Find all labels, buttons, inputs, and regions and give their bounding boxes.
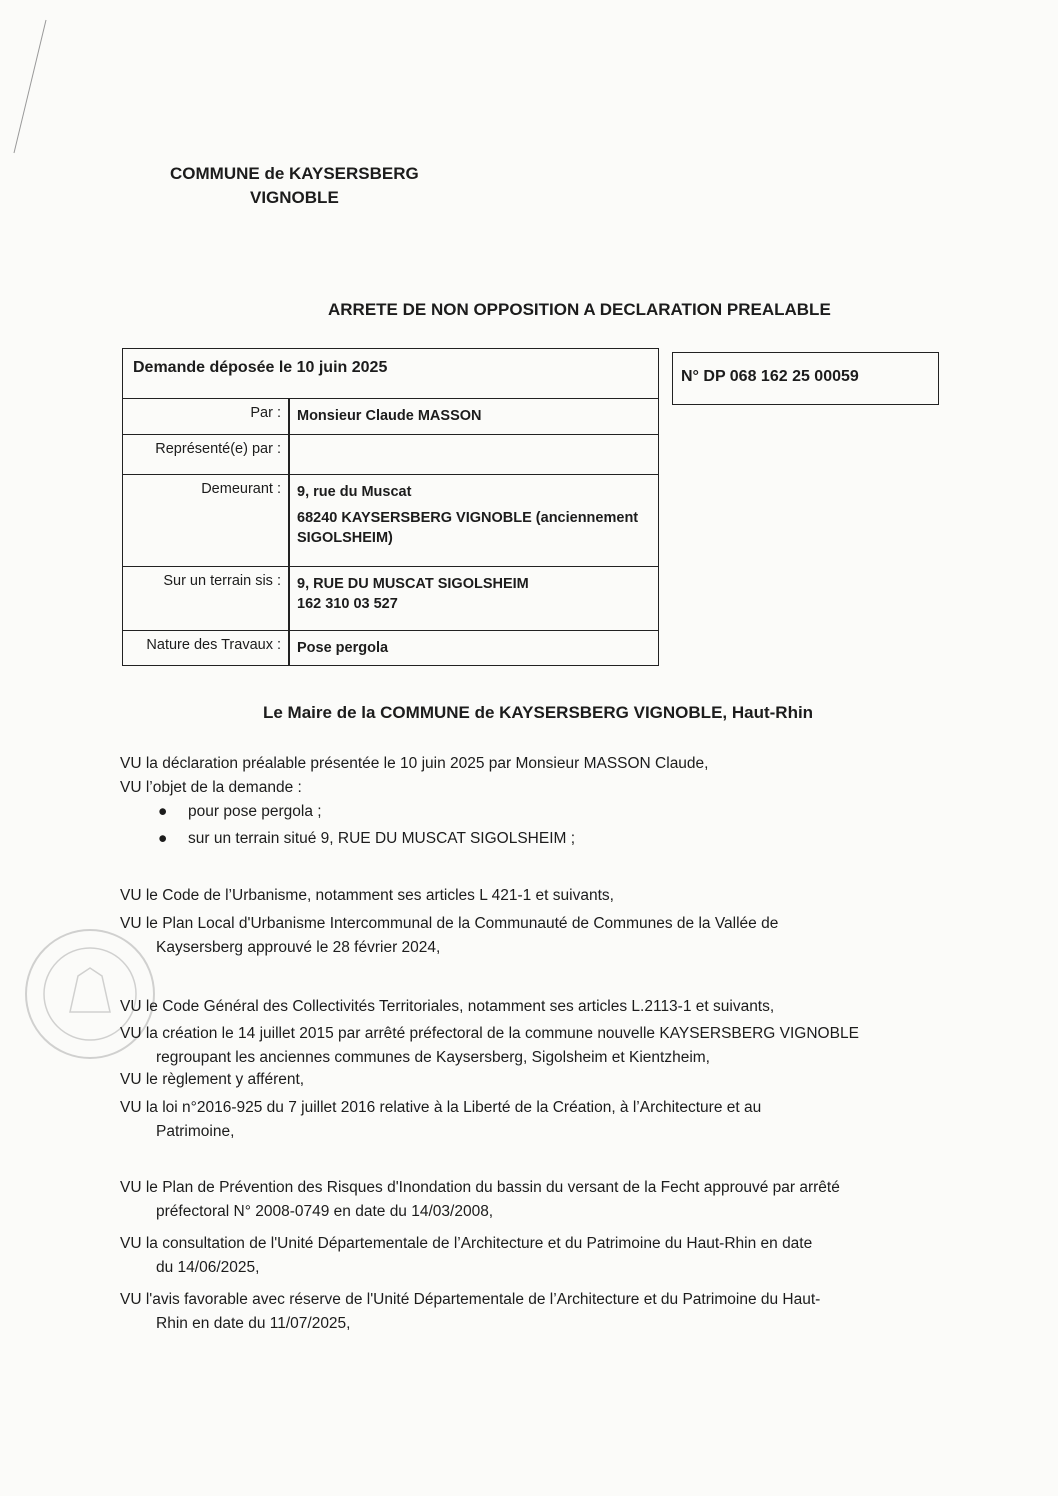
row-value: Pose pergola [297,640,389,656]
vu-clause [120,1288,928,1336]
request-header-row [123,349,658,399]
table-row-nature [123,631,658,665]
scan-mark [8,18,53,158]
vu-clause: VU la déclaration préalable présentée le 10 juin 2025 par Monsieur MASSON Claude, [120,755,709,772]
address-street: 9, rue du Muscat [297,484,412,500]
commune-header [170,162,419,210]
deposit-date: Demande déposée le 10 juin 2025 [133,359,388,376]
dossier-number-box [672,352,939,405]
vu-clause: VU le Code de l’Urbanisme, notamment ses articles L 421-1 et suivants, [120,887,614,904]
bullet-icon: ● [158,803,168,820]
vu-clause [120,1022,928,1070]
list-item [158,803,322,821]
row-label: Nature des Travaux : [146,637,281,653]
row-label: Par : [250,405,281,421]
document-title: ARRETE DE NON OPPOSITION A DECLARATION PREALABLE [328,300,831,319]
maire-heading: Le Maire de la COMMUNE de KAYSERSBERG VIGNOBLE, Haut-Rhin [263,703,814,722]
vu-clause: VU le Code Général des Collectivités Territoriales, notamment ses articles L.2113-1 et suivants, [120,998,775,1015]
vu-line-cont: du 14/06/2025, [156,1259,260,1276]
vu-line: VU la loi n°2016-925 du 7 juillet 2016 relative à la Liberté de la Création, à l’Architecture et au [120,1099,762,1116]
vu-line: VU la consultation de l'Unité Départementale de l’Architecture et du Patrimoine du Haut-Rhin en date [120,1235,813,1252]
vu-clause [120,912,928,960]
list-item-text: sur un terrain situé 9, RUE DU MUSCAT SIGOLSHEIM ; [188,830,576,847]
vu-clause: VU l’objet de la demande : [120,779,302,796]
vu-line: VU le Plan de Prévention des Risques d'Inondation du bassin du versant de la Fecht approuvé par arrêté [120,1179,840,1196]
table-row-represente [123,435,658,475]
list-item-text: pour pose pergola ; [188,803,322,820]
vu-line: VU le Plan Local d'Urbanisme Intercommunal de la Communauté de Communes de la Vallée de [120,915,779,932]
vu-clause: VU le règlement y afférent, [120,1071,305,1088]
table-row-par [123,399,658,435]
vu-line-cont: préfectoral N° 2008-0749 en date du 14/03/2008, [156,1203,494,1220]
table-row-demeurant [123,475,658,567]
request-table [122,348,659,666]
vu-line-cont: Patrimoine, [156,1123,235,1140]
vu-line-cont: regroupant les anciennes communes de Kaysersberg, Sigolsheim et Kientzheim, [156,1049,710,1066]
vu-line-cont: Rhin en date du 11/07/2025, [156,1315,351,1332]
vu-line: VU l'avis favorable avec réserve de l'Unité Départementale de l’Architecture et du Patrimoine du Haut- [120,1291,821,1308]
commune-name-line2: VIGNOBLE [250,188,339,207]
row-value-block [297,574,648,614]
row-label: Représenté(e) par : [155,441,281,457]
row-value: Monsieur Claude MASSON [297,408,482,424]
bullet-icon: ● [158,830,168,847]
vu-clause [120,1096,928,1144]
vu-clause [120,1232,928,1280]
table-row-terrain [123,567,658,631]
vu-clause [120,1176,928,1224]
row-label: Demeurant : [201,481,281,497]
row-label: Sur un terrain sis : [163,573,281,589]
vu-line-cont: Kaysersberg approuvé le 28 février 2024, [156,939,441,956]
dossier-number: N° DP 068 162 25 00059 [681,368,859,385]
commune-name: COMMUNE de KAYSERSBERG [170,164,419,183]
vu-line: VU la création le 14 juillet 2015 par arrêté préfectoral de la commune nouvelle KAYSERSBERG VIGNOBLE [120,1025,859,1042]
address-city: 68240 KAYSERSBERG VIGNOBLE (anciennement SIGOLSHEIM) [297,510,639,546]
row-value-block [297,482,648,548]
terrain-parcel: 162 310 03 527 [297,596,398,612]
list-item [158,830,576,848]
terrain-address: 9, RUE DU MUSCAT SIGOLSHEIM [297,576,529,592]
